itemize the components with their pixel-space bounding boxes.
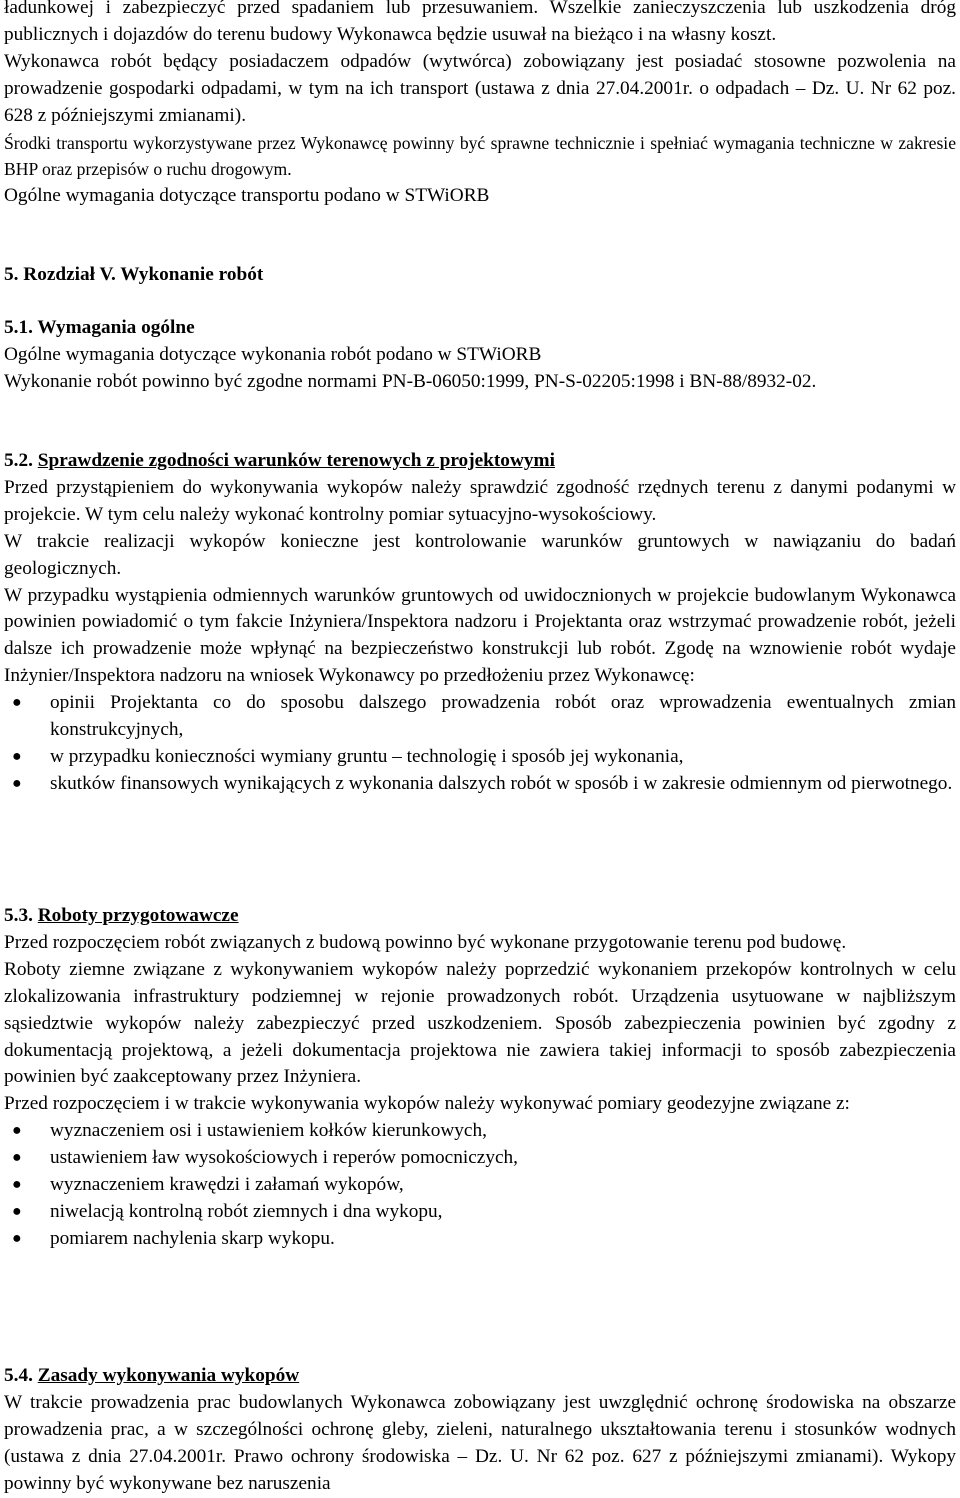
bullet-icon: ●: [12, 694, 22, 712]
section-title: Roboty przygotowawcze: [37, 905, 239, 926]
transport-section: [4, 0, 956, 210]
section-number: 5.2.: [4, 450, 33, 471]
bullet-list: [4, 690, 956, 798]
paragraph: Wykonanie robót powinno być zgodne normami PN-B-06050:1999, PN-S-02205:1998 i BN-88/8932-02.: [4, 370, 817, 392]
section-title: Sprawdzenie zgodności warunków terenowych z projektowymi: [37, 450, 555, 471]
list-item: ● ustawieniem ław wysokościowych i reperów pomocniczych,: [4, 1145, 956, 1172]
bullet-icon: ●: [12, 774, 22, 792]
section-number: 5.4.: [4, 1365, 33, 1386]
list-item: ● wyznaczeniem osi i ustawieniem kołków kierunkowych,: [4, 1118, 956, 1145]
bullet-list: [4, 1118, 956, 1253]
bullet-icon: ●: [12, 1149, 22, 1167]
paragraph: Przed przystąpieniem do wykonywania wykopów należy sprawdzić zgodność rzędnych terenu z danymi podanymi w projekcie. W tym celu należy wykonać kontrolny pomiar sytuacyjno-wysokościowy.: [4, 476, 956, 525]
bullet-icon: ●: [12, 1202, 22, 1220]
section-heading: [4, 448, 956, 475]
list-item: ● opinii Projektanta co do sposobu dalszego prowadzenia robót oraz wprowadzenia ewentualnych zmian konstrukcyjnych,: [12, 692, 956, 741]
list-item: ● pomiarem nachylenia skarp wykopu.: [4, 1226, 956, 1253]
paragraph: Przed rozpoczęciem i w trakcie wykonywania wykopów należy wykonywać pomiary geodezyjne związane z:: [4, 1093, 850, 1115]
section-5-1: [4, 315, 956, 396]
list-item: ● skutków finansowych wynikających z wykonania dalszych robót w sposób i w zakresie odmiennym od pierwotnego.: [4, 771, 956, 798]
paragraph: Ogólne wymagania dotyczące wykonania robót podano w STWiORB: [4, 343, 542, 365]
section-heading: [4, 903, 956, 930]
section-number: 5.3.: [4, 905, 33, 926]
paragraph: Środki transportu wykorzystywane przez Wykonawcę powinny być sprawne technicznie i spełniać wymagania techniczne w zakresie BHP oraz przepisów o ruchu drogowym.: [4, 132, 956, 180]
bullet-icon: ●: [12, 747, 22, 765]
section-5-3: [4, 903, 956, 1253]
paragraph: Przed rozpoczęciem robót związanych z budową powinno być wykonane przygotowanie terenu pod budowę.: [4, 931, 847, 953]
chapter-title: 5. Rozdział V. Wykonanie robót: [4, 264, 264, 285]
paragraph: W trakcie prowadzenia prac budowlanych Wykonawca zobowiązany jest uwzględnić ochronę środowiska na obszarze prowadzenia prac, a w szczególności ochronę gleby, zieleni, naturalnego ukształtowania terenu i stosunków wodnych (ustawa z dnia 27.04.2001r. Prawo ochrony środowiska – Dz. U. Nr 62 poz. 627 z późniejszymi zmianami). Wykopy powinny być wykonywane bez naruszenia: [4, 1391, 956, 1494]
section-title: Wymagania ogólne: [37, 317, 195, 338]
list-item: ● niwelacją kontrolną robót ziemnych i dna wykopu,: [4, 1199, 956, 1226]
section-heading: [4, 1363, 956, 1390]
list-item: ● wyznaczeniem krawędzi i załamań wykopów,: [4, 1172, 956, 1199]
paragraph: Wykonawca robót będący posiadaczem odpadów (wytwórca) zobowiązany jest posiadać stosowne pozwolenia na prowadzenie gospodarki odpadami, w tym na ich transport (ustawa z dnia 27.04.2001r. o odpadach – Dz. U. Nr 62 poz. 628 z późniejszymi zmianami).: [4, 50, 956, 126]
section-number: 5.1.: [4, 317, 33, 338]
section-5-2: [4, 448, 956, 798]
paragraph: ładunkowej i zabezpieczyć przed spadaniem lub przesuwaniem. Wszelkie zanieczyszczenia lub uszkodzenia dróg publicznych i dojazdów do terenu budowy Wykonawca będzie usuwał na bieżąco i na własny koszt.: [4, 0, 956, 45]
section-heading: [4, 315, 956, 342]
bullet-icon: ●: [12, 1122, 22, 1140]
paragraph: Ogólne wymagania dotyczące transportu podano w STWiORB: [4, 185, 490, 207]
paragraph: Roboty ziemne związane z wykonywaniem wykopów należy poprzedzić wykonaniem przekopów kontrolnych w celu zlokalizowania infrastruktury podziemnej w rejonie prowadzonych robót. Urządzenia usytuowane w najbliższym sąsiedztwie wykopów należy zabezpieczyć przed uszkodzeniem. Sposób zabezpieczenia powinien być zgodny z dokumentacją projektową, a jeżeli dokumentacja projektowa nie zawiera takiej informacji to sposób zabezpieczenia powinien być zaakceptowany przez Inżyniera.: [4, 958, 956, 1088]
bullet-icon: ●: [12, 1176, 22, 1194]
paragraph: W przypadku wystąpienia odmiennych warunków gruntowych od uwidocznionych w projekcie budowlanym Wykonawca powinien powiadomić o tym fakcie Inżyniera/Inspektora nadzoru i Projektanta oraz wstrzymać prowadzenie robót, jeżeli dalsze ich prowadzenie może wpłynąć na bezpieczeństwo konstrukcji lub robót. Zgodę na wznowienie robót wydaje Inżynier/Inspektora nadzoru na wniosek Wykonawcy po przedłożeniu przez Wykonawcę:: [4, 584, 956, 687]
chapter-5-heading: [4, 262, 956, 289]
section-5-4: [4, 1363, 956, 1498]
list-item: ● w przypadku konieczności wymiany gruntu – technologię i sposób jej wykonania,: [4, 744, 956, 771]
section-title: Zasady wykonywania wykopów: [37, 1365, 300, 1386]
bullet-icon: ●: [12, 1229, 22, 1247]
paragraph: W trakcie realizacji wykopów konieczne jest kontrolowanie warunków gruntowych w nawiązaniu do badań geologicznych.: [4, 530, 956, 579]
